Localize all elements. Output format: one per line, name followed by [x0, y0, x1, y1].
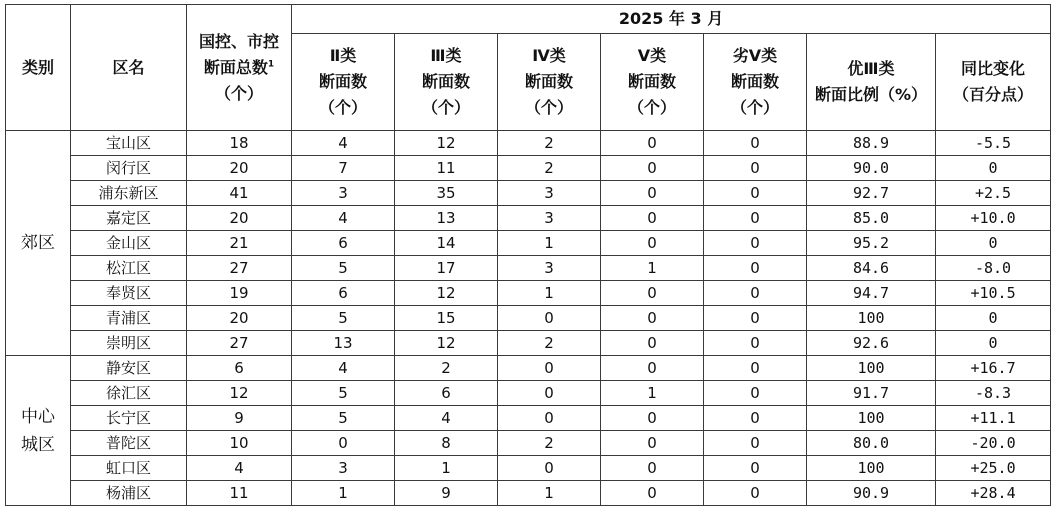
header-class-ii-line3: （个） [318, 98, 367, 117]
cell-yoy-change: -8.0 [936, 256, 1051, 281]
cell-district-name: 松江区 [71, 256, 187, 281]
cell-class-iii: 11 [395, 156, 498, 181]
cell-class-v: 0 [601, 181, 704, 206]
cell-class-iv: 1 [498, 281, 601, 306]
cell-class-iv: 0 [498, 381, 601, 406]
cell-class-v: 0 [601, 206, 704, 231]
table-row [6, 331, 1051, 356]
header-class-ii-line2: 断面数 [318, 72, 367, 91]
cell-district-name: 闵行区 [71, 156, 187, 181]
cell-class-iv: 1 [498, 231, 601, 256]
cell-class-ii: 0 [292, 431, 395, 456]
header-class-worse-v-line1: 劣Ⅴ类 [732, 46, 778, 65]
cell-class-iii: 4 [395, 406, 498, 431]
cell-class-worse-v: 0 [704, 181, 807, 206]
cell-good-ratio: 90.0 [807, 156, 936, 181]
cell-class-v: 1 [601, 381, 704, 406]
table-row [6, 481, 1051, 506]
cell-good-ratio: 90.9 [807, 481, 936, 506]
cell-class-ii: 5 [292, 256, 395, 281]
header-total-line1: 国控、市控 [198, 31, 279, 51]
cell-class-worse-v: 0 [704, 131, 807, 156]
cell-class-iii: 12 [395, 281, 498, 306]
cell-class-iv: 2 [498, 431, 601, 456]
header-class-worse-v-line3: （个） [730, 98, 779, 117]
cell-class-worse-v: 0 [704, 206, 807, 231]
cell-class-iv: 2 [498, 331, 601, 356]
cell-category [6, 356, 71, 506]
cell-class-worse-v: 0 [704, 356, 807, 381]
cell-class-ii: 7 [292, 156, 395, 181]
cell-total-sections: 11 [187, 481, 292, 506]
cell-class-ii: 3 [292, 181, 395, 206]
cell-total-sections: 9 [187, 406, 292, 431]
cell-class-worse-v: 0 [704, 231, 807, 256]
cell-class-iii: 12 [395, 131, 498, 156]
table-row [6, 206, 1051, 231]
table-header [6, 5, 1051, 131]
cell-class-v: 0 [601, 356, 704, 381]
header-class-v [601, 34, 704, 131]
cell-class-ii: 5 [292, 406, 395, 431]
cell-good-ratio: 91.7 [807, 381, 936, 406]
cell-yoy-change: +16.7 [936, 356, 1051, 381]
cell-class-v: 0 [601, 481, 704, 506]
cell-class-worse-v: 0 [704, 156, 807, 181]
cell-yoy-change: +25.0 [936, 456, 1051, 481]
header-class-iii-line2: 断面数 [421, 72, 470, 91]
cell-class-ii: 4 [292, 206, 395, 231]
cell-class-v: 0 [601, 331, 704, 356]
table-row [6, 381, 1051, 406]
cell-class-iii: 13 [395, 206, 498, 231]
cell-class-iii: 14 [395, 231, 498, 256]
header-yoy-change-line1: 同比变化 [961, 59, 1026, 78]
header-good-ratio-line1: 优Ⅲ类 [847, 59, 895, 78]
cell-class-worse-v: 0 [704, 481, 807, 506]
table-row [6, 131, 1051, 156]
cell-class-iv: 0 [498, 306, 601, 331]
cell-good-ratio: 100 [807, 456, 936, 481]
header-class-ii-line1: Ⅱ类 [329, 46, 357, 65]
header-class-iii-line1: Ⅲ类 [430, 46, 462, 65]
category-label-line: 郊区 [21, 233, 55, 253]
header-class-v-line2: 断面数 [627, 72, 676, 91]
cell-class-ii: 13 [292, 331, 395, 356]
cell-class-ii: 6 [292, 281, 395, 306]
cell-class-iii: 9 [395, 481, 498, 506]
header-class-ii [292, 34, 395, 131]
header-period-label: 2025 年 3 月 [618, 9, 724, 28]
cell-good-ratio: 92.6 [807, 331, 936, 356]
cell-class-ii: 1 [292, 481, 395, 506]
cell-good-ratio: 88.9 [807, 131, 936, 156]
cell-good-ratio: 84.6 [807, 256, 936, 281]
cell-good-ratio: 100 [807, 406, 936, 431]
cell-total-sections: 21 [187, 231, 292, 256]
cell-total-sections: 19 [187, 281, 292, 306]
cell-class-iv: 0 [498, 406, 601, 431]
cell-class-iv: 0 [498, 456, 601, 481]
header-total-line2 [187, 55, 291, 81]
header-class-v-line1: Ⅴ类 [637, 46, 667, 65]
table-row [6, 181, 1051, 206]
cell-class-worse-v: 0 [704, 306, 807, 331]
cell-good-ratio: 94.7 [807, 281, 936, 306]
cell-class-iii: 6 [395, 381, 498, 406]
cell-class-worse-v: 0 [704, 381, 807, 406]
table-row [6, 281, 1051, 306]
cell-total-sections: 27 [187, 331, 292, 356]
cell-district-name: 奉贤区 [71, 281, 187, 306]
cell-class-v: 0 [601, 231, 704, 256]
cell-district-name: 金山区 [71, 231, 187, 256]
table-row [6, 306, 1051, 331]
cell-total-sections: 6 [187, 356, 292, 381]
water-quality-table [5, 4, 1051, 506]
cell-class-iii: 17 [395, 256, 498, 281]
cell-class-v: 1 [601, 256, 704, 281]
cell-class-iii: 1 [395, 456, 498, 481]
cell-class-iii: 8 [395, 431, 498, 456]
cell-total-sections: 41 [187, 181, 292, 206]
cell-class-worse-v: 0 [704, 406, 807, 431]
table-row [6, 231, 1051, 256]
cell-yoy-change: +10.0 [936, 206, 1051, 231]
table-row [6, 356, 1051, 381]
header-class-worse-v-line2: 断面数 [730, 72, 779, 91]
cell-yoy-change: 0 [936, 306, 1051, 331]
cell-class-iv: 0 [498, 356, 601, 381]
cell-class-v: 0 [601, 406, 704, 431]
table-row [6, 406, 1051, 431]
cell-yoy-change: -20.0 [936, 431, 1051, 456]
header-period [292, 5, 1051, 34]
cell-total-sections: 10 [187, 431, 292, 456]
cell-class-ii: 5 [292, 381, 395, 406]
cell-district-name: 崇明区 [71, 331, 187, 356]
cell-class-v: 0 [601, 156, 704, 181]
cell-class-ii: 4 [292, 131, 395, 156]
cell-yoy-change: 0 [936, 231, 1051, 256]
cell-class-worse-v: 0 [704, 431, 807, 456]
table-row [6, 256, 1051, 281]
cell-yoy-change: +2.5 [936, 181, 1051, 206]
cell-total-sections: 20 [187, 206, 292, 231]
cell-district-name: 杨浦区 [71, 481, 187, 506]
cell-total-sections: 27 [187, 256, 292, 281]
cell-class-ii: 3 [292, 456, 395, 481]
header-district-label: 区名 [112, 57, 145, 77]
cell-good-ratio: 92.7 [807, 181, 936, 206]
cell-yoy-change: 0 [936, 331, 1051, 356]
cell-class-ii: 6 [292, 231, 395, 256]
header-class-worse-v [704, 34, 807, 131]
cell-class-iii: 15 [395, 306, 498, 331]
cell-good-ratio: 100 [807, 356, 936, 381]
cell-class-ii: 4 [292, 356, 395, 381]
cell-class-worse-v: 0 [704, 256, 807, 281]
cell-class-iii: 2 [395, 356, 498, 381]
cell-yoy-change: -5.5 [936, 131, 1051, 156]
header-district [71, 5, 187, 131]
header-total-sections [187, 5, 292, 131]
cell-class-iv: 2 [498, 131, 601, 156]
cell-yoy-change: +10.5 [936, 281, 1051, 306]
cell-district-name: 浦东新区 [71, 181, 187, 206]
cell-good-ratio: 100 [807, 306, 936, 331]
cell-total-sections: 18 [187, 131, 292, 156]
cell-total-sections: 20 [187, 306, 292, 331]
table-body [6, 131, 1051, 506]
header-good-ratio-line2: 断面比例（%） [814, 85, 928, 104]
cell-class-iv: 3 [498, 206, 601, 231]
header-category [6, 5, 71, 131]
table-row [6, 156, 1051, 181]
header-class-iii [395, 34, 498, 131]
cell-district-name: 静安区 [71, 356, 187, 381]
cell-total-sections: 12 [187, 381, 292, 406]
header-class-iv-line1: Ⅳ类 [532, 46, 566, 65]
cell-district-name: 长宁区 [71, 406, 187, 431]
cell-class-ii: 5 [292, 306, 395, 331]
cell-class-v: 0 [601, 131, 704, 156]
cell-good-ratio: 80.0 [807, 431, 936, 456]
header-yoy-change [936, 34, 1051, 131]
cell-class-iv: 1 [498, 481, 601, 506]
cell-class-iv: 3 [498, 256, 601, 281]
cell-class-iii: 12 [395, 331, 498, 356]
cell-class-v: 0 [601, 431, 704, 456]
header-good-ratio [807, 34, 936, 131]
cell-district-name: 青浦区 [71, 306, 187, 331]
header-total-line2-text: 断面总数 [203, 57, 268, 77]
cell-class-v: 0 [601, 306, 704, 331]
table-row [6, 431, 1051, 456]
header-class-iv-line2: 断面数 [524, 72, 573, 91]
cell-total-sections: 20 [187, 156, 292, 181]
cell-total-sections: 4 [187, 456, 292, 481]
header-class-v-line3: （个） [627, 98, 676, 117]
cell-district-name: 徐汇区 [71, 381, 187, 406]
cell-class-v: 0 [601, 456, 704, 481]
header-class-iv [498, 34, 601, 131]
header-class-iii-line3: （个） [421, 98, 470, 117]
header-class-iv-line3: （个） [524, 98, 573, 117]
cell-district-name: 虹口区 [71, 456, 187, 481]
cell-yoy-change: 0 [936, 156, 1051, 181]
cell-class-worse-v: 0 [704, 281, 807, 306]
cell-class-v: 0 [601, 281, 704, 306]
category-label-line: 城区 [21, 434, 55, 455]
header-yoy-change-line2: （百分点） [953, 85, 1034, 104]
cell-district-name: 宝山区 [71, 131, 187, 156]
cell-class-iv: 2 [498, 156, 601, 181]
table-row [6, 456, 1051, 481]
header-total-line3: （个） [214, 83, 263, 103]
cell-yoy-change: -8.3 [936, 381, 1051, 406]
cell-class-worse-v: 0 [704, 456, 807, 481]
water-quality-table-wrapper [5, 4, 1050, 516]
cell-district-name: 嘉定区 [71, 206, 187, 231]
footnote-marker: 1 [267, 59, 275, 70]
cell-class-worse-v: 0 [704, 331, 807, 356]
cell-yoy-change: +28.4 [936, 481, 1051, 506]
category-label-line: 中心 [21, 406, 55, 427]
cell-district-name: 普陀区 [71, 431, 187, 456]
cell-good-ratio: 95.2 [807, 231, 936, 256]
cell-category [6, 131, 71, 356]
header-category-label: 类别 [21, 57, 54, 77]
cell-good-ratio: 85.0 [807, 206, 936, 231]
cell-yoy-change: +11.1 [936, 406, 1051, 431]
cell-class-iii: 35 [395, 181, 498, 206]
cell-class-iv: 3 [498, 181, 601, 206]
